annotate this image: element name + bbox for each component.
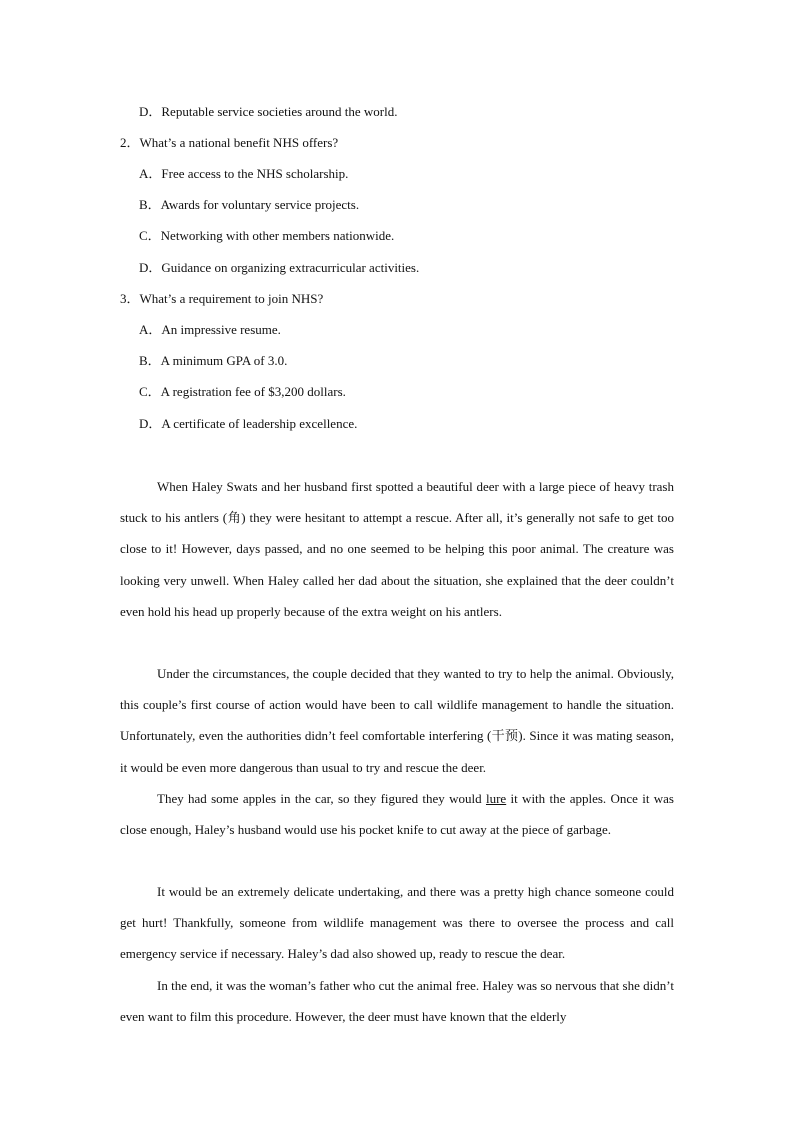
q1-option-d: D．Reputable service societies around the world. xyxy=(139,104,398,119)
paragraph-3-text-start: They had some apples in the car, so they figured they would xyxy=(157,791,486,806)
q2-option-b: B．Awards for voluntary service projects. xyxy=(139,197,360,212)
paragraph-3-text-end: it with the apples. Once it was close enough, Haley’s husband would use his pocket knife to cut away at the piece of garbage. xyxy=(120,791,674,838)
q2-option-c: C．Networking with other members nationwide. xyxy=(139,228,395,243)
passage-paragraph-2: Under the circumstances, the couple decided that they wanted to try to help the animal. Obviously, this couple’s first course of action would have been to call wildlife management to handle the situation. Unfortunately, even the authorities didn’t feel comfortable interfering (干预). Since it was mating season, it would be even more dangerous than usual to try and rescue the deer. xyxy=(120,666,674,775)
passage-paragraph-4: It would be an extremely delicate undertaking, and there was a pretty high chance someone could get hurt! Thankfully, someone from wildlife management was there to oversee the process and call emergency service if necessary. Haley’s dad also showed up, ready to rescue the dear. xyxy=(120,884,674,962)
q3-option-d: D．A certificate of leadership excellence. xyxy=(139,416,358,431)
q2-option-d: D．Guidance on organizing extracurricular activities. xyxy=(139,260,420,275)
passage-paragraph-1: When Haley Swats and her husband first spotted a beautiful deer with a large piece of heavy trash stuck to his antlers (角) they were hesitant to attempt a rescue. After all, it’s generally not safe to get too close to it! However, days passed, and no one seemed to be helping this poor animal. The creature was looking very unwell. When Haley called her dad about the situation, she explained that the deer couldn’t even hold his head up properly because of the extra weight on his antlers. xyxy=(120,479,674,619)
q3-option-c: C．A registration fee of $3,200 dollars. xyxy=(139,384,346,399)
passage-paragraph-3 xyxy=(120,783,674,845)
q3-option-a: A．An impressive resume. xyxy=(139,322,281,337)
q3-option-b: B．A minimum GPA of 3.0. xyxy=(139,353,288,368)
q3-stem: 3．What’s a requirement to join NHS? xyxy=(120,291,324,306)
q2-option-a: A．Free access to the NHS scholarship. xyxy=(139,166,349,181)
passage-paragraph-5: In the end, it was the woman’s father who cut the animal free. Haley was so nervous that she didn’t even want to film this procedure. However, the deer must have known that the elderly xyxy=(120,978,674,1025)
q2-stem: 2．What’s a national benefit NHS offers? xyxy=(120,135,339,150)
underlined-word: lure xyxy=(485,791,507,806)
